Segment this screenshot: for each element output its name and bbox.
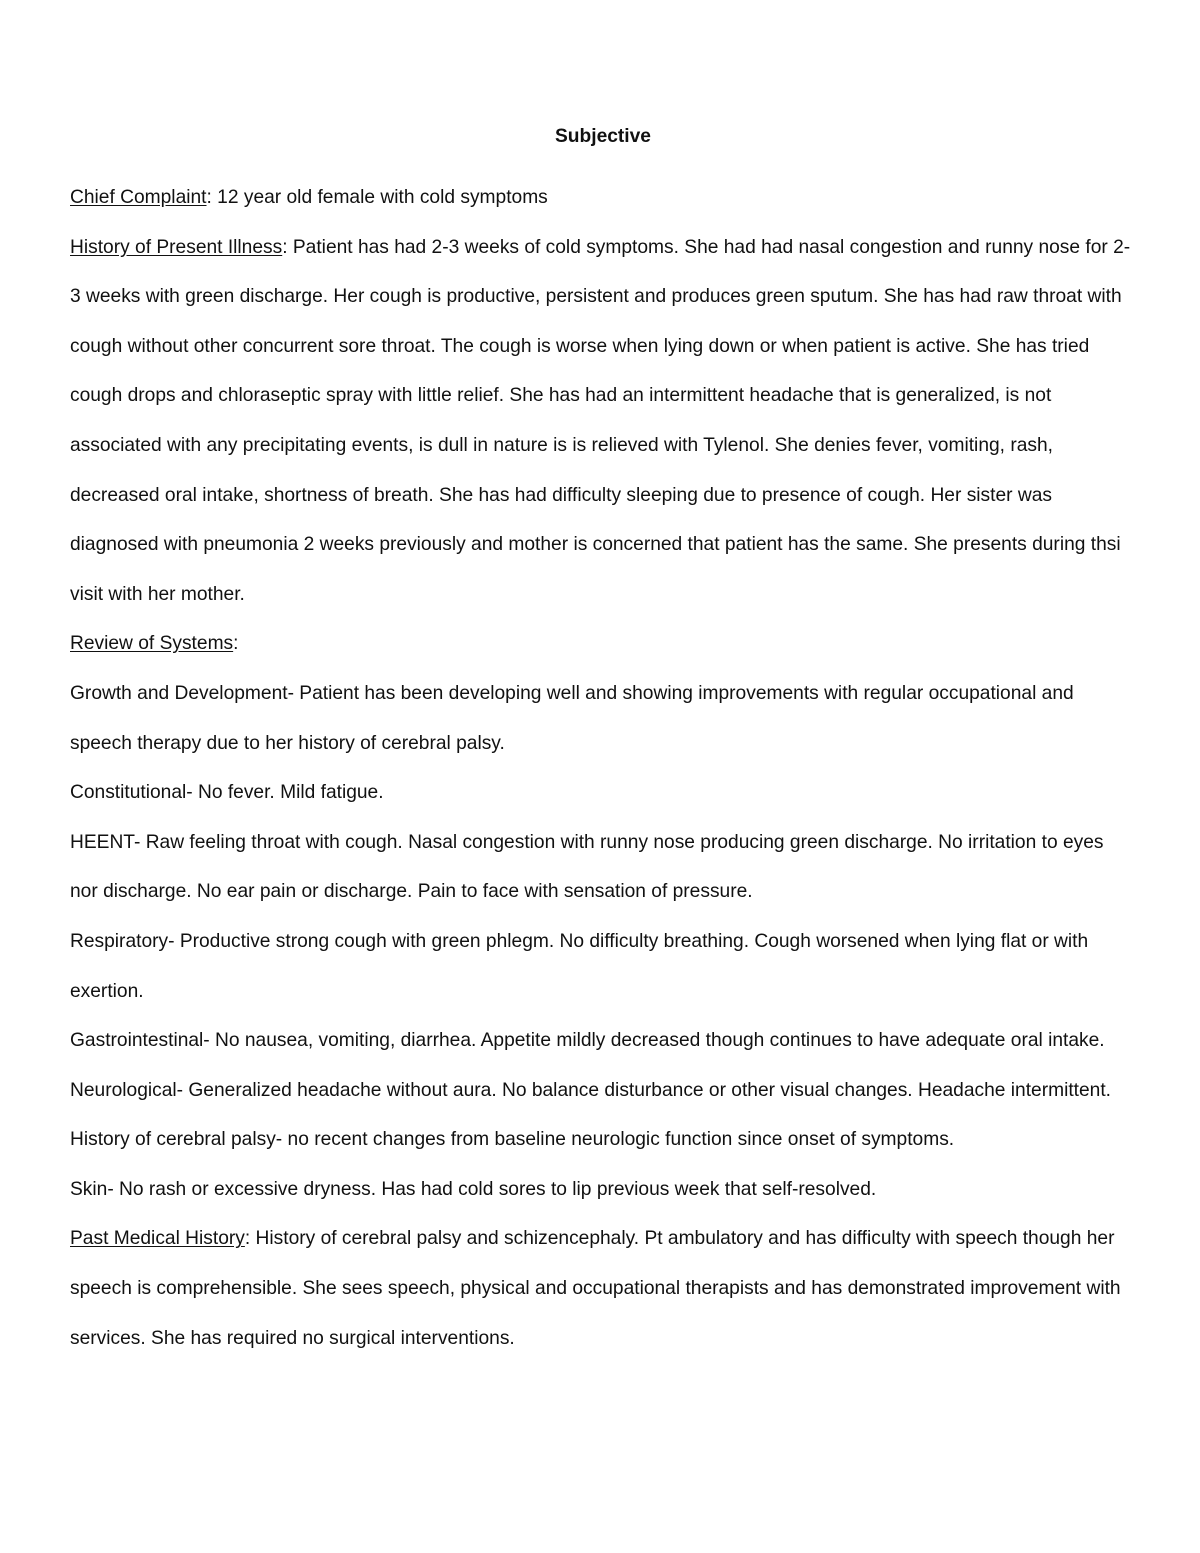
document-body bbox=[70, 124, 1136, 1363]
ros-label: Review of Systems bbox=[70, 633, 234, 655]
hpi-text: : Patient has had 2-3 weeks of cold symptoms. She had had nasal congestion and runny nose for 2-3 weeks with green discharge. Her cough is productive, persistent and produces green sputum. She has had raw throat with cough without other concurrent sore throat. The cough is worse when lying down or when patient is active. She has tried cough drops and chloraseptic spray with little relief. She has had an intermittent headache that is generalized, is not associated with any precipitating events, is dull in nature is is relieved with Tylenol. She denies fever, vomiting, rash, decreased oral intake, shortness of breath. She has had difficulty sleeping due to presence of cough. Her sister was diagnosed with pneumonia 2 weeks previously and mother is concerned that patient has the same. She presents during thsi visit with her mother. bbox=[70, 236, 1131, 605]
ros-heading bbox=[70, 619, 1136, 669]
ros-item-gastrointestinal: Gastrointestinal- No nausea, vomiting, diarrhea. Appetite mildly decreased though continues to have adequate oral intake. bbox=[70, 1030, 1105, 1052]
hpi-paragraph bbox=[70, 223, 1136, 620]
pmh-paragraph bbox=[70, 1214, 1136, 1363]
chief-complaint-paragraph bbox=[70, 173, 1136, 223]
ros-item-growth: Growth and Development- Patient has been developing well and showing improvements with regular occupational and speech therapy due to her history of cerebral palsy. bbox=[70, 682, 1074, 754]
hpi-label: History of Present Illness bbox=[70, 236, 283, 258]
section-title: Subjective bbox=[555, 126, 651, 147]
ros-item-respiratory: Respiratory- Productive strong cough with green phlegm. No difficulty breathing. Cough worsened when lying flat or with exertion. bbox=[70, 930, 1089, 1002]
ros-item-neurological: Neurological- Generalized headache without aura. No balance disturbance or other visual changes. Headache intermittent. History of cerebral palsy- no recent changes from baseline neurologic function since onset of symptoms. bbox=[70, 1079, 1112, 1151]
ros-colon: : bbox=[233, 633, 239, 655]
chief-complaint-text: : 12 year old female with cold symptoms bbox=[206, 187, 548, 208]
ros-item-skin: Skin- No rash or excessive dryness. Has had cold sores to lip previous week that self-resolved. bbox=[70, 1178, 877, 1200]
pmh-label: Past Medical History bbox=[70, 1228, 245, 1250]
chief-complaint-label: Chief Complaint bbox=[70, 187, 207, 208]
ros-item-heent: HEENT- Raw feeling throat with cough. Nasal congestion with runny nose producing green discharge. No irritation to eyes nor discharge. No ear pain or discharge. Pain to face with sensation of pressure. bbox=[70, 831, 1104, 903]
pmh-text: : History of cerebral palsy and schizencephaly. Pt ambulatory and has difficulty with speech though her speech is comprehensible. She sees speech, physical and occupational therapists and has demonstrated improvement with services. She has required no surgical interventions. bbox=[70, 1228, 1121, 1349]
ros-item-constitutional: Constitutional- No fever. Mild fatigue. bbox=[70, 782, 384, 804]
